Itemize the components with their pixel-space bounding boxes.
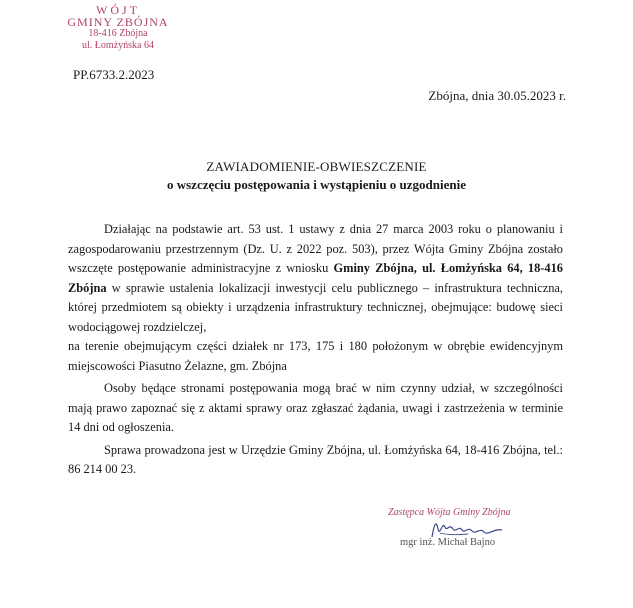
paragraph-1-part-1: Działając na podstawie art. 53 ust. 1 ustawy z dnia 27 marca 2003 roku o planowaniu i zagospodarowaniu przestrzennym (Dz. U. z 2022 poz. 503), przez Wójta Gminy Zbójna zostało wszczęte postępowanie administracyjne z wniosku [68,222,563,275]
paragraph-contact: Sprawa prowadzona jest w Urzędzie Gminy Zbójna, ul. Łomżyńska 64, 18-416 Zbójna, tel.: 86 214 00 23. [68,442,563,476]
stamp-line-3: 18-416 Zbójna [88,28,148,39]
stamp-line-4: ul. Łomżyńska 64 [82,40,154,51]
stamp-line-1: WÓJT [96,3,140,17]
signature-block [388,507,538,557]
applicant-name: Gminy Zbójna, ul. Łomżyńska 64, 18-416 Zbójna [68,261,563,295]
paragraph-parties: Osoby będące stronami postępowania mogą brać w nim czynny udział, w szczególności mają prawo zapoznać się z aktami sprawy oraz zgłaszać żądania, uwagi i zastrzeżenia w terminie 14 dni od ogłoszenia. [68,381,563,434]
document-subtitle: o wszczęciu postępowania i wystąpieniu o uzgodnienie [166,177,466,192]
stamp-line-2: GMINY ZBÓJNA [67,15,169,29]
document-body [68,220,563,480]
document-title: ZAWIADOMIENIE-OBWIESZCZENIE [206,159,427,174]
signature-role: Zastępca Wójta Gminy Zbójna [388,507,511,518]
paragraph-legal-basis [68,220,563,337]
title-block [0,159,633,193]
official-stamp [58,4,178,52]
document-date: Zbójna, dnia 30.05.2023 r. [428,88,566,103]
paragraph-1-part-2: w sprawie ustalenia lokalizacji inwestycji celu publicznego – infrastruktura techniczna, której przedmiotem są obiekty i urządzenia infrastruktury technicznej, obejmujące: budowę sieci wodociągowej rozdzielczej, [68,280,563,334]
paragraph-location: na terenie obejmującym części działek nr 173, 175 i 180 położonym w obrębie ewidencyjnym miejscowości Piasutno Żelazne, gm. Zbójna [68,339,563,373]
reference-number: PP.6733.2.2023 [73,67,155,82]
signatory-name: mgr inż. Michał Bajno [400,537,496,548]
